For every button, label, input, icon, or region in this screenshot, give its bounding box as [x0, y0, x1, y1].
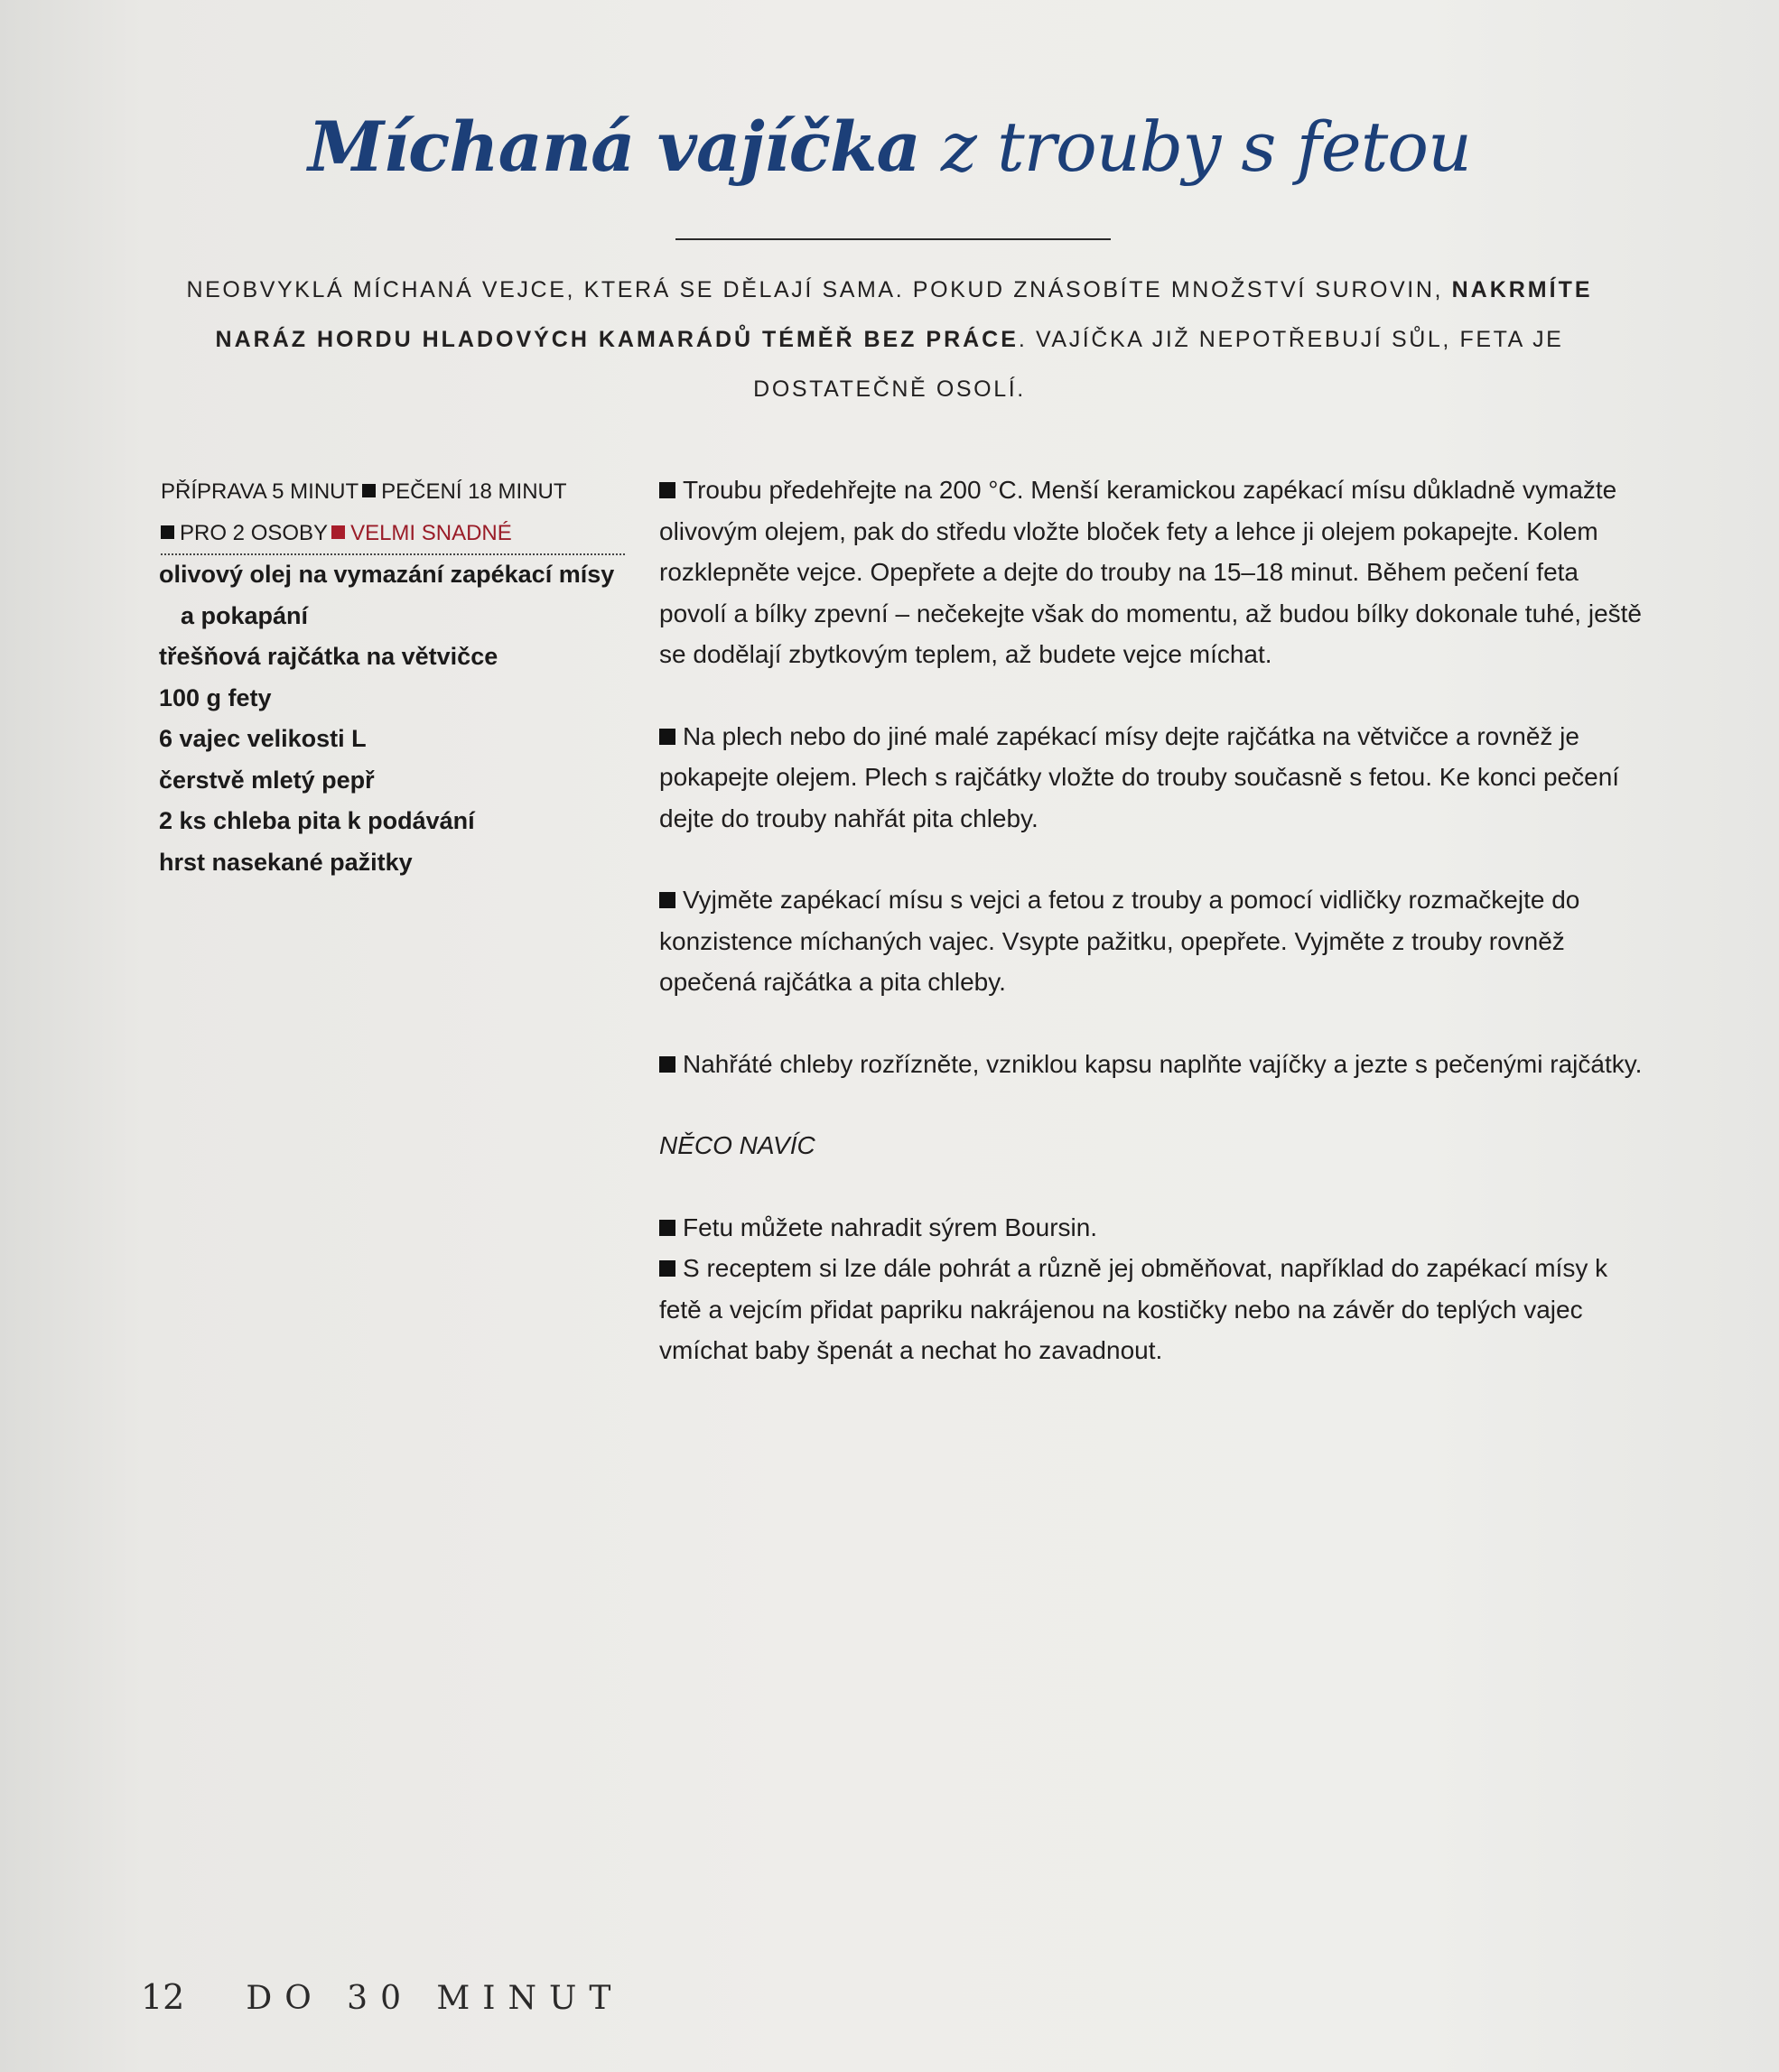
- extra-tip-text: S receptem si lze dále pohrát a různě jej obměňovat, například do zapékací mísy k fetě a vejcím přidat papriku nakrájenou na kostičky nebo na závěr do teplých vajec vmíchat baby špenát a nechat ho zavadnout.: [659, 1254, 1608, 1364]
- chapter-title: DO 30 MINUT: [246, 1980, 624, 2017]
- bullet-square-icon: [659, 1056, 675, 1073]
- bullet-square-icon: [659, 729, 675, 745]
- extra-tip: [659, 1248, 1644, 1371]
- ingredient-item: čerstvě mletý pepř: [159, 766, 375, 794]
- bullet-square-icon: [161, 525, 174, 539]
- meta-servings-row: [161, 516, 625, 555]
- bullet-square-icon: [659, 482, 675, 498]
- bake-time: PEČENÍ 18 MINUT: [381, 479, 567, 504]
- method-step: [659, 469, 1644, 675]
- page-footer: [141, 1977, 623, 2017]
- bullet-square-icon: [659, 892, 675, 908]
- method-step: [659, 1044, 1644, 1085]
- recipe-title-rest: z trouby s fetou: [919, 107, 1471, 187]
- method-step: [659, 879, 1644, 1003]
- ingredient-item: olivový olej na vymazání zapékací mísy a pokapání: [159, 561, 615, 629]
- title-divider: [675, 238, 1111, 240]
- method-step-text: Nahřáté chleby rozřízněte, vzniklou kapsu naplňte vajíčky a jezte s pečenými rajčátky.: [683, 1049, 1643, 1078]
- ingredient-item: 100 g fety: [159, 683, 272, 711]
- extra-tips-heading: NĚCO NAVÍC: [659, 1131, 815, 1159]
- meta-time-row: [161, 471, 629, 513]
- recipe-title-main: Míchaná vajíčka: [308, 107, 920, 187]
- ingredient-item: hrst nasekané pažitky: [159, 848, 413, 876]
- intro-text-end: . VAJÍČKA JIŽ NEPOTŘEBUJÍ SŮL, FETA JE DOSTATEČNĚ OSOLÍ.: [753, 327, 1564, 402]
- intro-text-bold: NAKRMÍTE NARÁZ HORDU HLADOVÝCH KAMARÁDŮ TÉMĚŘ BEZ PRÁCE: [215, 277, 1593, 352]
- method-step-text: Vyjměte zapékací mísu s vejci a fetou z trouby a pomocí vidličky rozmačkejte do konzistence míchaných vajec. Vsypte pažitku, opepřete. Vyjměte z trouby rovněž opečená rajčátka a pita chleby.: [659, 886, 1580, 996]
- recipe-title: [0, 107, 1779, 187]
- extra-tips: [659, 1125, 1644, 1371]
- bullet-square-icon: [659, 1220, 675, 1236]
- extra-tip-text: Fetu můžete nahradit sýrem Boursin.: [683, 1213, 1098, 1241]
- page-number: 12: [141, 1977, 185, 2017]
- difficulty-square-icon: [331, 525, 345, 539]
- bullet-square-icon: [362, 484, 376, 497]
- method-step: [659, 716, 1644, 840]
- extra-tip: [659, 1207, 1644, 1249]
- recipe-meta: [161, 471, 629, 555]
- ingredient-item: 2 ks chleba pita k podávání: [159, 807, 475, 834]
- ingredient-item: třešňová rajčátka na větvičce: [159, 643, 498, 670]
- prep-time: PŘÍPRAVA 5 MINUT: [161, 479, 359, 504]
- difficulty: VELMI SNADNÉ: [350, 521, 512, 545]
- ingredient-item: 6 vajec velikosti L: [159, 725, 367, 752]
- extra-tips-list: [659, 1207, 1644, 1371]
- bullet-square-icon: [659, 1260, 675, 1277]
- method-steps: [659, 469, 1644, 1371]
- ingredient-list: [159, 554, 629, 883]
- method-step-text: Troubu předehřejte na 200 °C. Menší keramickou zapékací mísu důkladně vymažte olivovým olejem, pak do středu vložte bloček fety a lehce ji olejem pokapejte. Kolem rozklepněte vejce. Opepřete a dejte do trouby na 15–18 minut. Během pečení feta povolí a bílky zpevní – nečekejte však do momentu, až budou bílky dokonale tuhé, ještě se dodělají zbytkovým teplem, až budete vejce míchat.: [659, 476, 1642, 668]
- intro-text-start: NEOBVYKLÁ MÍCHANÁ VEJCE, KTERÁ SE DĚLAJÍ SAMA. POKUD ZNÁSOBÍTE MNOŽSTVÍ SUROVIN,: [186, 277, 1452, 302]
- servings: PRO 2 OSOBY: [180, 521, 329, 545]
- method-step-text: Na plech nebo do jiné malé zapékací mísy dejte rajčátka na větvičce a rovněž je pokapejte olejem. Plech s rajčátky vložte do trouby současně s fetou. Ke konci pečení dejte do trouby nahřát pita chleby.: [659, 721, 1620, 832]
- recipe-intro: [172, 265, 1607, 414]
